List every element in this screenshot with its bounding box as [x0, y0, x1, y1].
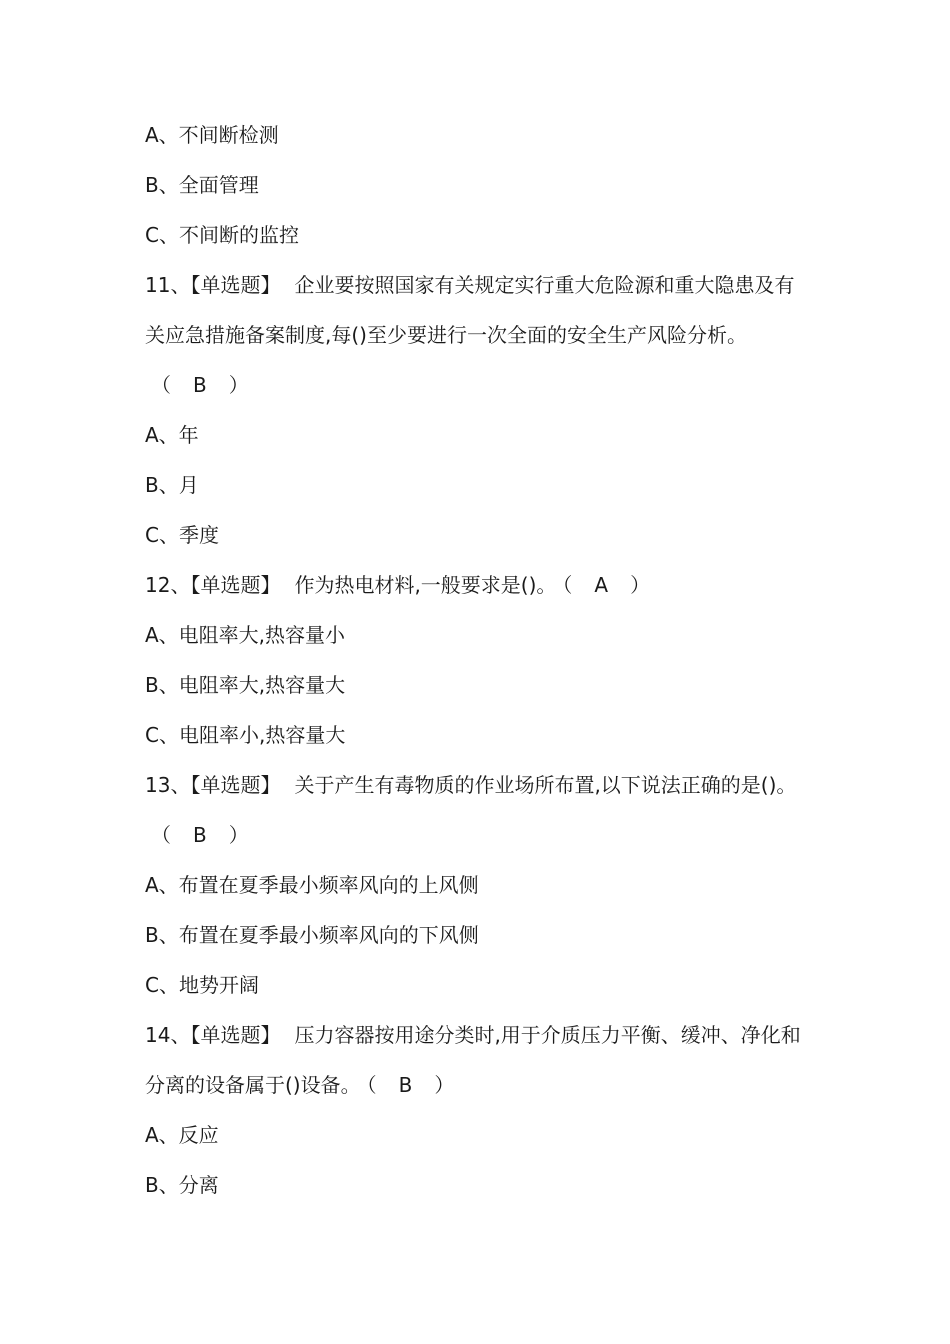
question-number: 11、 — [145, 273, 191, 297]
option-a: A、反应 — [145, 1123, 219, 1147]
question-type: 【单选题】 — [190, 573, 281, 597]
option-a: A、不间断检测 — [145, 123, 279, 147]
question-text: 关于产生有毒物质的作业场所布置,以下说法正确的是()。 — [294, 773, 797, 797]
answer-letter: A — [594, 573, 609, 597]
question-text: 企业要按照国家有关规定实行重大危险源和重大隐患及有关应急措施备案制度,每()至少要进行一次全面的安全生产风险分析。 — [145, 273, 795, 347]
answer-letter: B — [193, 823, 207, 847]
question-12 — [145, 560, 810, 760]
question-type: 【单选题】 — [190, 773, 281, 797]
option-c: C、不间断的监控 — [145, 223, 299, 247]
question-number: 14、 — [145, 1023, 191, 1047]
question-number: 13、 — [145, 773, 191, 797]
question-type: 【单选题】 — [190, 273, 281, 297]
answer-paren-close: ） — [228, 823, 249, 847]
question-stem — [145, 560, 810, 610]
option-a: A、电阻率大,热容量小 — [145, 623, 346, 647]
question-stem — [145, 760, 810, 860]
answer-paren-open: （ — [562, 573, 573, 597]
option-c: C、季度 — [145, 523, 219, 547]
question-11 — [145, 260, 810, 560]
option-b: B、分离 — [145, 1173, 219, 1197]
option-b: B、电阻率大,热容量大 — [145, 673, 346, 697]
question-13 — [145, 760, 810, 1010]
page-content — [145, 110, 810, 1210]
option-a: A、年 — [145, 423, 199, 447]
option-c: C、电阻率小,热容量大 — [145, 723, 346, 747]
question-14 — [145, 1010, 810, 1210]
question-stem — [145, 260, 810, 410]
answer-paren-open: （ — [151, 373, 171, 397]
answer-paren-open: （ — [151, 823, 171, 847]
option-b: B、布置在夏季最小频率风向的下风侧 — [145, 923, 479, 947]
answer-letter: B — [398, 1073, 413, 1097]
answer-paren-close: ） — [630, 573, 651, 597]
question-type: 【单选题】 — [190, 1023, 281, 1047]
answer-paren-close: ） — [228, 373, 249, 397]
option-b: B、全面管理 — [145, 173, 259, 197]
answer-letter: B — [193, 373, 207, 397]
question-text: 作为热电材料,一般要求是()。 — [294, 573, 557, 597]
answer-paren-close: ） — [434, 1073, 455, 1097]
option-b: B、月 — [145, 473, 199, 497]
option-a: A、布置在夏季最小频率风向的上风侧 — [145, 873, 479, 897]
question-text: 压力容器按用途分类时,用于介质压力平衡、缓冲、净化和分离的设备属于()设备。 — [145, 1023, 801, 1097]
question-stem — [145, 1010, 810, 1110]
option-c: C、地势开阔 — [145, 973, 259, 997]
question-number: 12、 — [145, 573, 191, 597]
answer-paren-open: （ — [366, 1073, 377, 1097]
previous-question-options — [145, 110, 810, 260]
